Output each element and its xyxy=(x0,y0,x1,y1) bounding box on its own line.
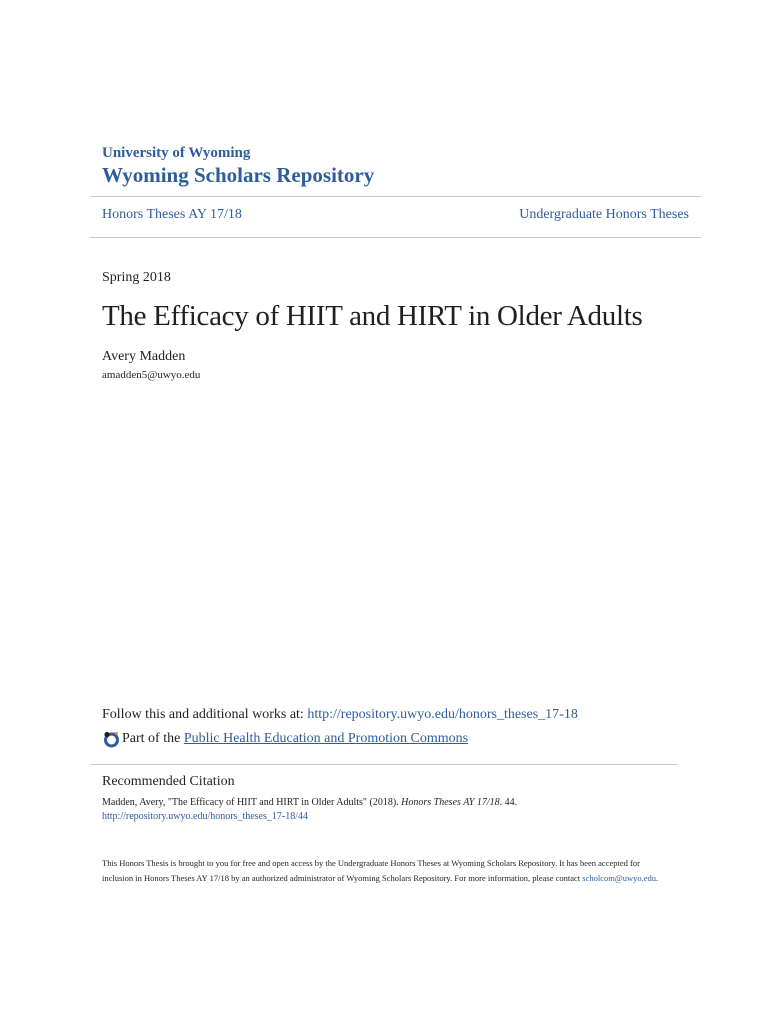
top-divider xyxy=(90,196,701,197)
citation-text xyxy=(102,796,517,810)
citation-heading: Recommended Citation xyxy=(102,774,235,789)
citation-url-link[interactable]: http://repository.uwyo.edu/honors_theses_17-18/44 xyxy=(102,811,308,822)
paper-title: The Efficacy of HIIT and HIRT in Older Adults xyxy=(102,300,643,332)
university-name[interactable]: University of Wyoming xyxy=(102,145,251,161)
author-name: Avery Madden xyxy=(102,349,186,364)
part-of-label: Part of the xyxy=(122,731,181,746)
repository-name[interactable]: Wyoming Scholars Repository xyxy=(102,163,375,187)
author-email: amadden5@uwyo.edu xyxy=(102,369,201,381)
citation-text-before: Madden, Avery, "The Efficacy of HIIT and HIRT in Older Adults" (2018). xyxy=(102,797,402,808)
citation-text-after: . 44. xyxy=(499,797,518,808)
digital-commons-icon xyxy=(102,730,120,748)
commons-link[interactable]: Public Health Education and Promotion Commons xyxy=(183,731,469,746)
citation-series: Honors Theses AY 17/18 xyxy=(401,797,500,808)
follow-url-link[interactable]: http://repository.uwyo.edu/honors_theses_17-18 xyxy=(307,707,578,722)
series-link[interactable]: Honors Theses AY 17/18 xyxy=(102,207,242,222)
collection-link[interactable]: Undergraduate Honors Theses xyxy=(519,207,689,222)
follow-label: Follow this and additional works at: xyxy=(102,707,308,722)
nav-divider xyxy=(90,237,701,238)
citation-divider xyxy=(90,764,678,765)
part-of-line xyxy=(102,730,468,748)
follow-line xyxy=(102,707,578,723)
repository-header xyxy=(102,144,374,188)
access-notice xyxy=(102,856,662,886)
publication-date: Spring 2018 xyxy=(102,270,171,285)
notice-end: . xyxy=(656,873,659,883)
contact-email-link[interactable]: scholcom@uwyo.edu xyxy=(582,873,656,883)
notice-text: This Honors Thesis is brought to you for free and open access by the Undergraduate Honors Theses at Wyoming Scholars Repository. It has been accepted for inclusion in Honors Theses AY 17/18 by an authorized administrator of Wyoming Scholars Repository. For more information, please contact xyxy=(102,858,640,883)
citation-url-line xyxy=(102,810,308,824)
